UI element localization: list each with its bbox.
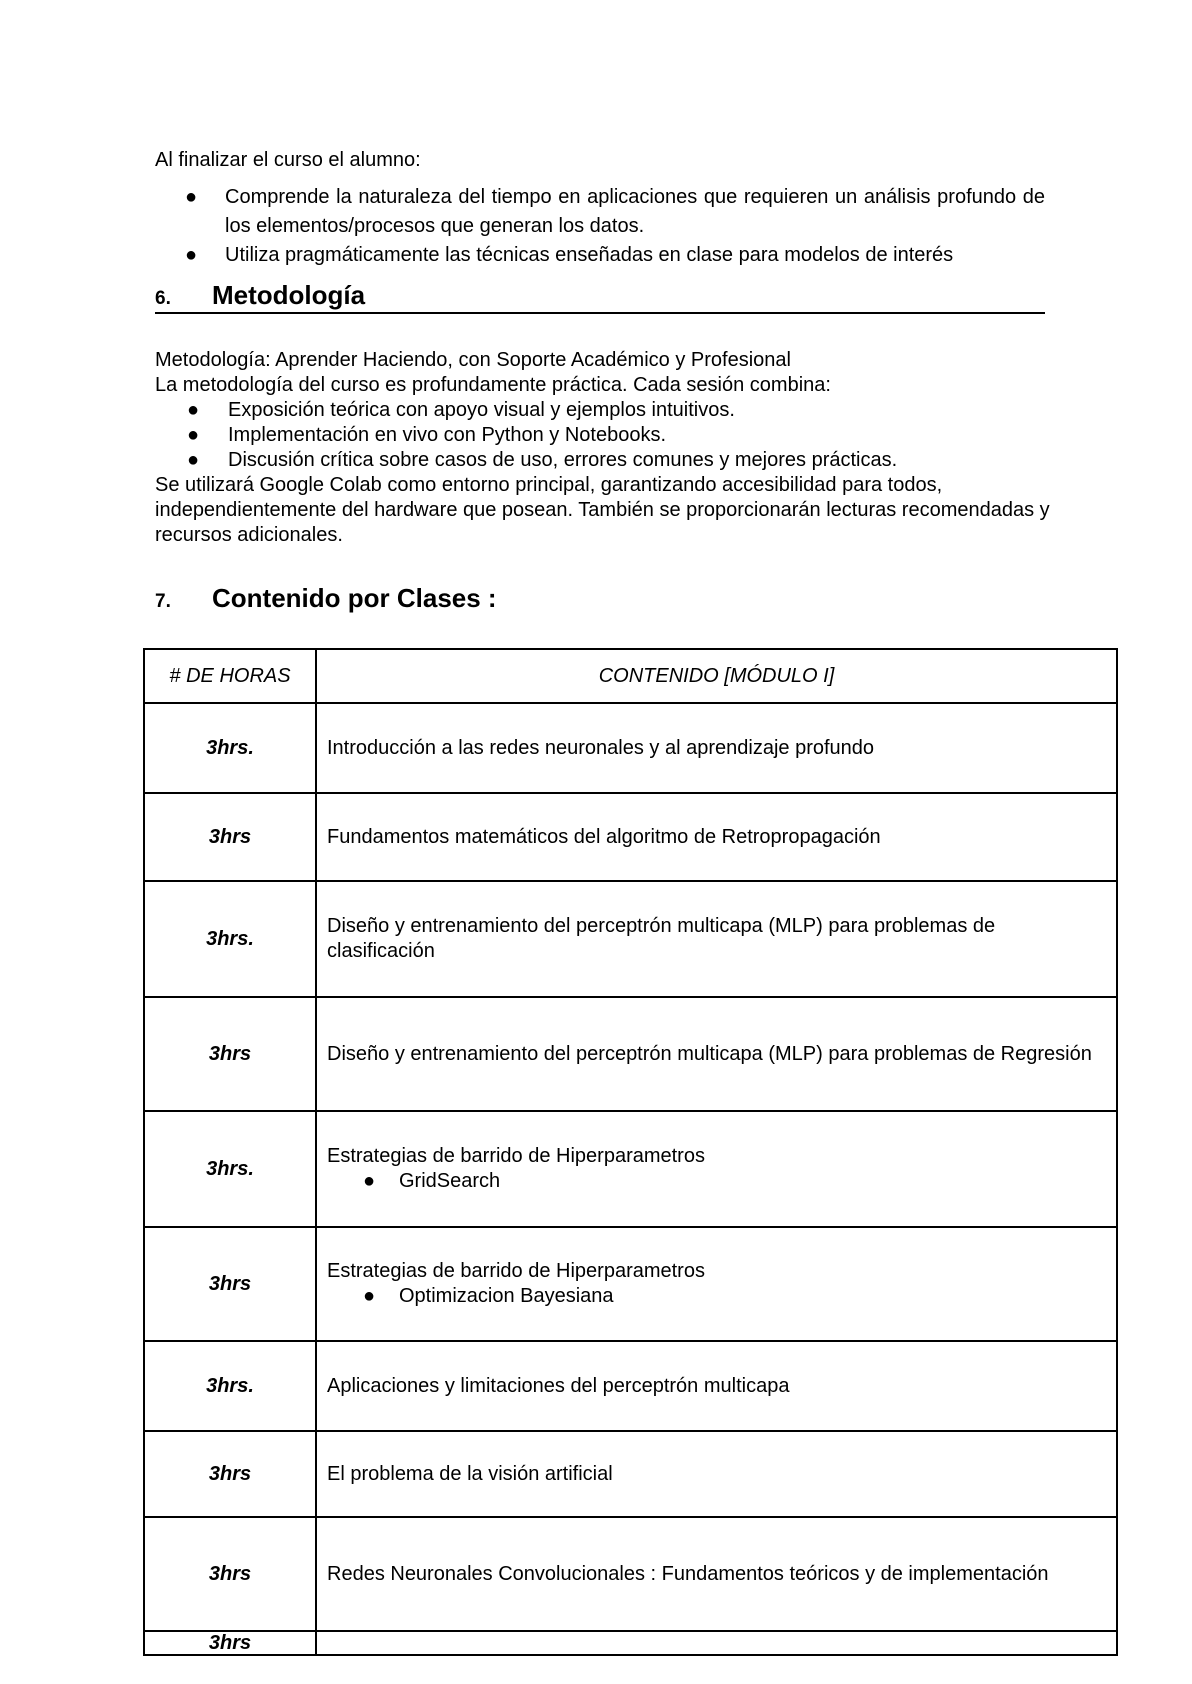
hours-cell: 3hrs bbox=[144, 1431, 316, 1517]
outcome-text: Utiliza pragmáticamente las técnicas enseñadas en clase para modelos de interés bbox=[225, 244, 954, 266]
methodology-closing: Se utilizará Google Colab como entorno principal, garantizando accesibilidad para todos, independientemente del hardware que posean. También se proporcionarán lecturas recomendadas y recursos adicionales. bbox=[155, 474, 1050, 546]
section-number: 7. bbox=[155, 591, 171, 612]
subitem-text: GridSearch bbox=[399, 1170, 501, 1192]
list-item bbox=[185, 183, 1045, 241]
topic-cell: Diseño y entrenamiento del perceptrón multicapa (MLP) para problemas de clasificación bbox=[316, 881, 1117, 997]
table-row bbox=[144, 1517, 1117, 1631]
table-row bbox=[144, 1227, 1117, 1341]
section-heading-contenido bbox=[155, 583, 497, 614]
hours-cell: 3hrs bbox=[144, 1227, 316, 1341]
topic-cell: Aplicaciones y limitaciones del perceptrón multicapa bbox=[316, 1341, 1117, 1431]
content-table bbox=[143, 648, 1118, 1656]
outcomes-lead: Al finalizar el curso el alumno: bbox=[155, 149, 421, 171]
list-item bbox=[155, 398, 1055, 423]
table-header-row bbox=[144, 649, 1117, 703]
bullet-icon: ● bbox=[187, 399, 200, 421]
hours-cell: 3hrs bbox=[144, 1631, 316, 1655]
hours-cell: 3hrs. bbox=[144, 1341, 316, 1431]
topic-text: Estrategias de barrido de Hiperparametros bbox=[327, 1260, 705, 1282]
hours-cell: 3hrs. bbox=[144, 1111, 316, 1227]
topic-cell: Fundamentos matemáticos del algoritmo de Retropropagación bbox=[316, 793, 1117, 881]
section-title: Metodología bbox=[212, 280, 366, 310]
bullet-icon: ● bbox=[185, 186, 198, 208]
topic-subitem bbox=[327, 1284, 1106, 1309]
table-row bbox=[144, 1341, 1117, 1431]
methodology-lead: La metodología del curso es profundamente práctica. Cada sesión combina: bbox=[155, 374, 831, 396]
section-heading-metodologia bbox=[155, 280, 1045, 314]
subitem-text: Optimizacion Bayesiana bbox=[399, 1285, 614, 1307]
hours-cell: 3hrs. bbox=[144, 881, 316, 997]
topic-cell: Redes Neuronales Convolucionales : Fundamentos teóricos y de implementación bbox=[316, 1517, 1117, 1631]
header-hours: # DE HORAS bbox=[144, 649, 316, 703]
list-item-text: Implementación en vivo con Python y Notebooks. bbox=[228, 424, 667, 446]
topic-cell bbox=[316, 1631, 1117, 1655]
table-row bbox=[144, 703, 1117, 793]
topic-cell bbox=[316, 1227, 1117, 1341]
bullet-icon: ● bbox=[363, 1285, 376, 1307]
table-row bbox=[144, 881, 1117, 997]
list-item bbox=[185, 241, 1045, 270]
methodology-body bbox=[155, 348, 1055, 548]
header-content: CONTENIDO [MÓDULO I] bbox=[316, 649, 1117, 703]
hours-cell: 3hrs. bbox=[144, 703, 316, 793]
table-row bbox=[144, 1631, 1117, 1655]
list-item bbox=[155, 448, 1055, 473]
topic-text: Estrategias de barrido de Hiperparametros bbox=[327, 1145, 705, 1167]
topic-subitem bbox=[327, 1169, 1106, 1194]
section-title: Contenido por Clases : bbox=[212, 583, 497, 613]
bullet-icon: ● bbox=[187, 449, 200, 471]
outcome-text: Comprende la naturaleza del tiempo en aplicaciones que requieren un análisis profundo de los elementos/procesos que generan los datos. bbox=[225, 186, 1045, 237]
hours-cell: 3hrs bbox=[144, 997, 316, 1111]
topic-cell bbox=[316, 1111, 1117, 1227]
table-row bbox=[144, 1111, 1117, 1227]
hours-cell: 3hrs bbox=[144, 1517, 316, 1631]
bullet-icon: ● bbox=[363, 1170, 376, 1192]
topic-cell: Diseño y entrenamiento del perceptrón multicapa (MLP) para problemas de Regresión bbox=[316, 997, 1117, 1111]
list-item bbox=[155, 423, 1055, 448]
methodology-subtitle: Metodología: Aprender Haciendo, con Soporte Académico y Profesional bbox=[155, 349, 791, 371]
methodology-list bbox=[155, 398, 1055, 473]
bullet-icon: ● bbox=[187, 424, 200, 446]
hours-cell: 3hrs bbox=[144, 793, 316, 881]
topic-cell: El problema de la visión artificial bbox=[316, 1431, 1117, 1517]
table-row bbox=[144, 793, 1117, 881]
outcomes-list bbox=[185, 183, 1045, 270]
bullet-icon: ● bbox=[185, 244, 198, 266]
section-number: 6. bbox=[155, 288, 171, 309]
topic-cell: Introducción a las redes neuronales y al aprendizaje profundo bbox=[316, 703, 1117, 793]
table-row bbox=[144, 1431, 1117, 1517]
table-row bbox=[144, 997, 1117, 1111]
list-item-text: Exposición teórica con apoyo visual y ejemplos intuitivos. bbox=[228, 399, 735, 421]
list-item-text: Discusión crítica sobre casos de uso, errores comunes y mejores prácticas. bbox=[228, 449, 898, 471]
